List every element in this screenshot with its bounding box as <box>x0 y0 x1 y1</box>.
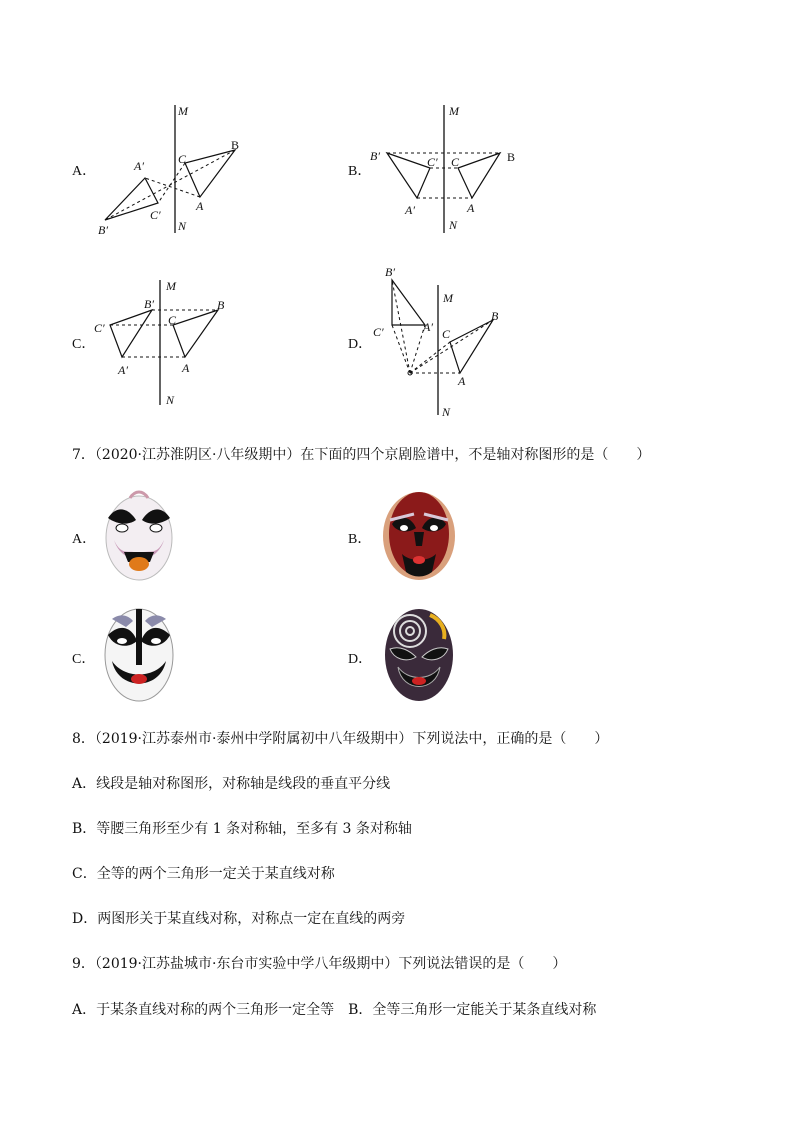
geometry-figure-d <box>365 260 525 420</box>
opera-mask-red-icon <box>380 488 458 584</box>
svg-text:B: B <box>491 309 499 323</box>
svg-text:B: B <box>217 298 225 312</box>
svg-text:C′: C′ <box>94 321 105 335</box>
question-8-stem: 8．（2019·江苏泰州市·泰州中学附属初中八年级期中）下列说法中，正确的是（ ） <box>72 731 609 747</box>
svg-text:A′: A′ <box>134 159 144 173</box>
question-8-option-b: B．等腰三角形至少有 1 条对称轴，至多有 3 条对称轴 <box>72 821 412 837</box>
svg-text:B′: B′ <box>98 223 108 237</box>
option-letter: A． <box>72 164 97 179</box>
question-9-options: A．于某条直线对称的两个三角形一定全等 B．全等三角形一定能关于某条直线对称 <box>72 1002 597 1018</box>
svg-text:B: B <box>507 150 516 164</box>
question-8-option-d: D．两图形关于某直线对称，对称点一定在直线的两旁 <box>72 911 406 927</box>
opera-mask-swirl-icon <box>380 605 458 705</box>
svg-text:C′: C′ <box>150 208 161 222</box>
svg-text:A: A <box>467 201 475 215</box>
svg-text:A′: A′ <box>405 203 415 217</box>
question-9-stem: 9．（2019·江苏盐城市·东台市实验中学八年级期中）下列说法错误的是（ ） <box>72 956 567 972</box>
svg-text:N: N <box>449 218 458 232</box>
question-8-option-c: C．全等的两个三角形一定关于某直线对称 <box>72 866 335 882</box>
option-letter: B． <box>348 532 372 547</box>
svg-text:A′: A′ <box>423 320 433 334</box>
svg-text:M: M <box>178 104 188 118</box>
svg-text:A: A <box>182 361 190 375</box>
svg-text:N: N <box>442 405 451 419</box>
svg-text:B′: B′ <box>385 265 395 279</box>
svg-text:A: A <box>458 374 466 388</box>
svg-text:C′: C′ <box>373 325 384 339</box>
option-letter: C． <box>72 652 96 667</box>
svg-text:A′: A′ <box>118 363 128 377</box>
svg-text:C: C <box>178 152 187 166</box>
question-7-stem: 7．（2020·江苏淮阴区·八年级期中）在下面的四个京剧脸谱中，不是轴对称图形的是（ ） <box>72 447 651 463</box>
opera-mask-black-white-icon <box>100 605 178 705</box>
svg-text:M: M <box>166 279 176 293</box>
svg-text:C: C <box>442 327 451 341</box>
svg-text:N: N <box>178 219 187 233</box>
svg-text:C: C <box>168 313 177 327</box>
svg-text:B′: B′ <box>144 297 154 311</box>
option-letter: B． <box>348 164 372 179</box>
question-8-option-a: A．线段是轴对称图形，对称轴是线段的垂直平分线 <box>72 776 391 792</box>
option-letter: A． <box>72 532 97 547</box>
geometry-figure-b <box>365 100 535 240</box>
svg-text:B′: B′ <box>370 149 380 163</box>
svg-text:B: B <box>231 138 240 152</box>
svg-text:M: M <box>449 104 459 118</box>
svg-text:A: A <box>196 199 204 213</box>
option-letter: D． <box>348 337 373 352</box>
svg-text:C: C <box>451 155 460 169</box>
opera-mask-white-icon <box>100 488 178 584</box>
option-letter: C． <box>72 337 96 352</box>
svg-text:N: N <box>166 393 175 407</box>
svg-text:M: M <box>443 291 453 305</box>
geometry-figure-a <box>90 100 260 240</box>
geometry-figure-c <box>90 275 250 415</box>
option-letter: D． <box>348 652 373 667</box>
svg-text:C′: C′ <box>427 155 438 169</box>
